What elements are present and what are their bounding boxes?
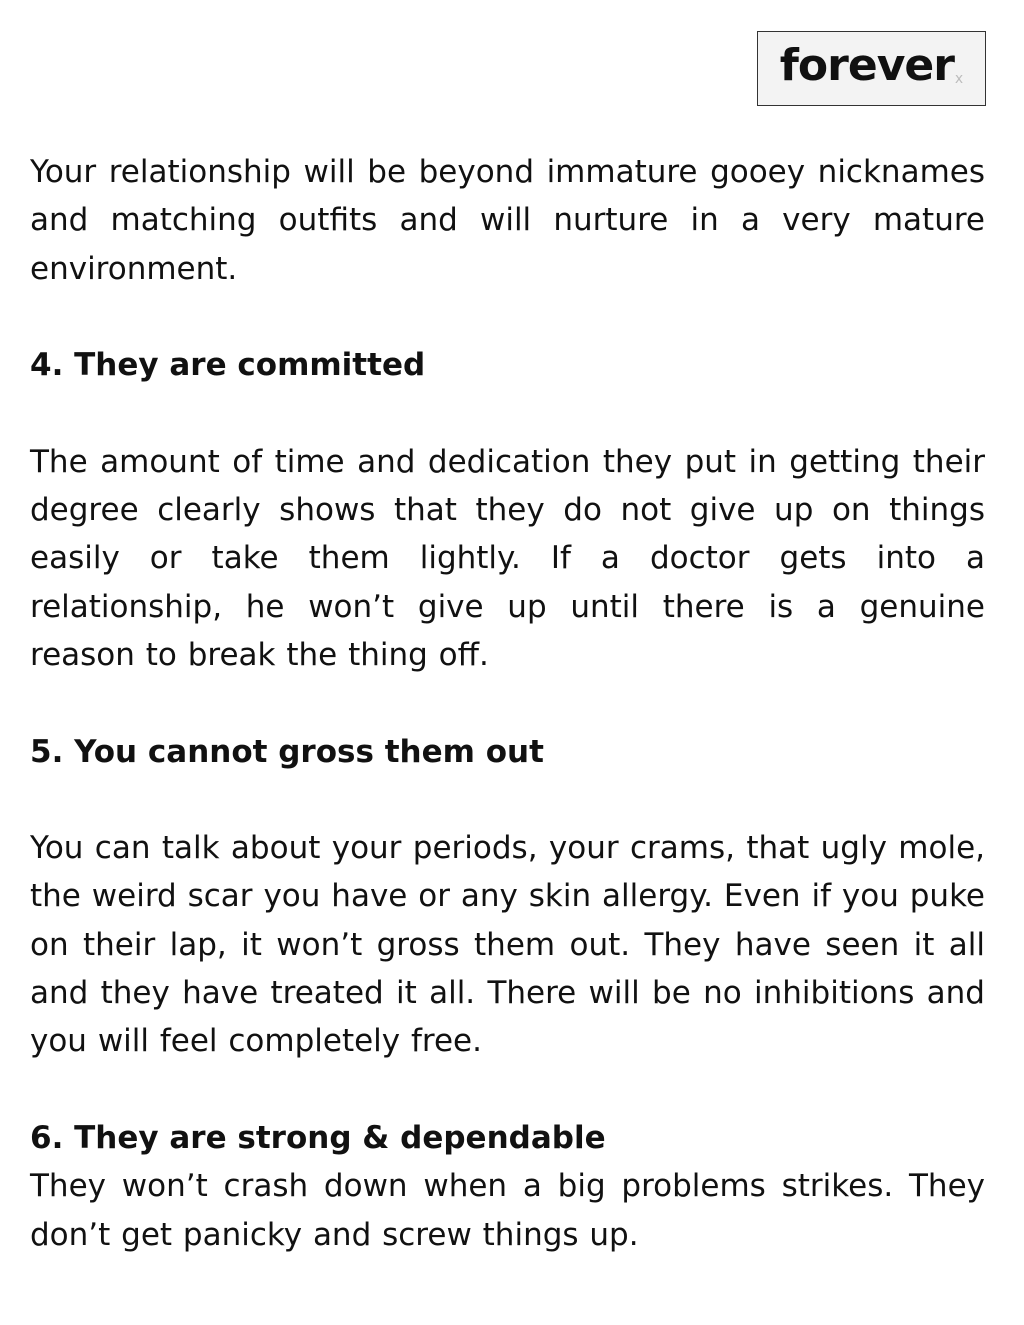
section-6-heading: 6. They are strong & dependable: [30, 1119, 606, 1156]
spacer: [30, 293, 985, 341]
section-5-heading: 5. You cannot gross them out: [30, 733, 544, 770]
spacer: [30, 776, 985, 824]
section-5-paragraph: You can talk about your periods, your crams, that ugly mole, the weird scar you have or any skin allergy. Even if you puke on their lap, it won’t gross them out. They have seen it all and they have treated it all. There will be no inhibitions and you will feel completely free.: [30, 830, 985, 1060]
spacer: [30, 1066, 985, 1114]
section-4-paragraph: The amount of time and dedication they put in getting their degree clearly shows that they do not give up on things easily or take them lightly. If a doctor gets into a relationship, he won’t give up until there is a genuine reason to break the thing off.: [30, 443, 985, 673]
spacer: [30, 389, 985, 437]
section-6-paragraph: They won’t crash down when a big problems strikes. They don’t get panicky and screw things up.: [30, 1168, 985, 1253]
article-body: [30, 148, 985, 1259]
logo-x-mark: x: [954, 71, 964, 87]
logo-wordmark: forever: [779, 39, 954, 91]
intro-paragraph: Your relationship will be beyond immature gooey nicknames and matching outfits and will nurture in a very mature environment.: [30, 154, 985, 287]
spacer: [30, 679, 985, 727]
section-4-heading: 4. They are committed: [30, 347, 426, 384]
forever-logo: [757, 31, 986, 106]
